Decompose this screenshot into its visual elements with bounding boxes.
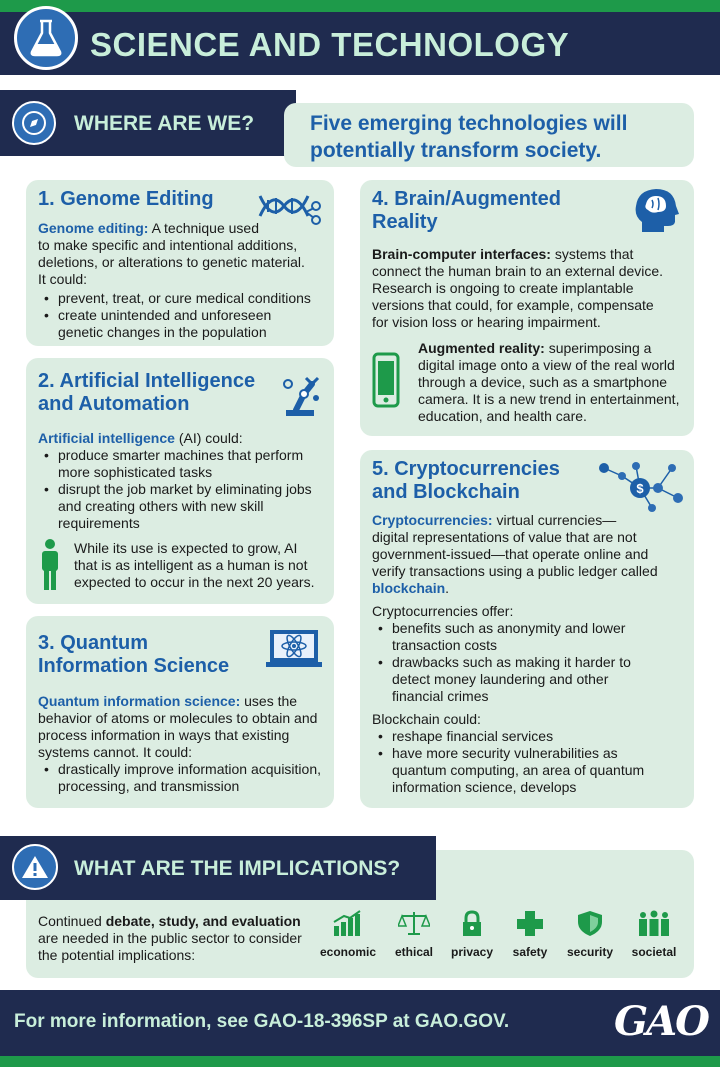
genome-body bbox=[38, 220, 330, 341]
gao-logo: GAO bbox=[613, 998, 708, 1045]
atom-laptop-icon bbox=[266, 628, 322, 670]
body-text: digital representations of value that are not bbox=[372, 529, 637, 545]
svg-text:$: $ bbox=[636, 481, 644, 496]
implication-privacy bbox=[440, 910, 504, 959]
card-title bbox=[372, 188, 561, 234]
ar-term: Augmented reality: bbox=[418, 340, 545, 356]
top-accent-bar bbox=[0, 0, 720, 12]
intro-text bbox=[310, 110, 627, 164]
shield-icon bbox=[574, 910, 606, 936]
card-title-line: 5. Cryptocurrencies bbox=[372, 458, 560, 480]
body-text: connect the human brain to an external device. bbox=[372, 263, 664, 279]
crypto-blockchain-card bbox=[360, 450, 694, 808]
body-text: to make specific and intentional additions, bbox=[38, 237, 298, 253]
list-item-text: more sophisticated tasks bbox=[58, 464, 213, 480]
list-item-text: disrupt the job market by eliminating jobs bbox=[58, 481, 312, 497]
robot-arm-icon bbox=[276, 374, 324, 418]
page-header bbox=[0, 12, 720, 75]
body-text: While its use is expected to grow, AI bbox=[74, 540, 298, 556]
ai-term: Artificial intelligence bbox=[38, 430, 175, 446]
body-text: through a device, such as a smartphone bbox=[418, 374, 668, 390]
where-are-we-tab bbox=[0, 90, 296, 156]
list-item-text: have more security vulnerabilities as bbox=[392, 745, 618, 761]
body-text: government-issued—that operate online and bbox=[372, 546, 649, 562]
body-text: camera. It is a new trend in entertainment, bbox=[418, 391, 680, 407]
head-brain-icon bbox=[632, 186, 682, 236]
quantum-term: Quantum information science: bbox=[38, 693, 241, 709]
body-text: behavior of atoms or molecules to obtain and bbox=[38, 710, 318, 726]
quantum-body bbox=[38, 693, 330, 795]
card-title-line: and Automation bbox=[38, 393, 190, 415]
body-text: expected to occur in the next 20 years. bbox=[74, 574, 315, 590]
quantum-card bbox=[26, 616, 334, 808]
card-title bbox=[372, 458, 560, 504]
list-item-text: and creating others with new skill bbox=[58, 498, 264, 514]
body-text: process information in ways that existing bbox=[38, 727, 290, 743]
body-text: systems cannot. It could: bbox=[38, 744, 193, 760]
implications-text bbox=[38, 913, 318, 964]
list-item: • reshape financial services bbox=[372, 728, 690, 745]
blockchain-network-icon bbox=[596, 458, 686, 516]
implication-label: security bbox=[566, 945, 614, 959]
implication-label: societal bbox=[631, 945, 677, 959]
list-item bbox=[38, 447, 330, 481]
implication-ethical bbox=[382, 910, 446, 959]
intro-line: potentially transform society. bbox=[310, 139, 602, 162]
crypto-body bbox=[372, 512, 690, 796]
ar-body bbox=[418, 340, 690, 425]
ai-note bbox=[74, 540, 330, 591]
warning-icon bbox=[12, 844, 58, 890]
genome-term: Genome editing: bbox=[38, 220, 149, 236]
ai-body bbox=[38, 430, 330, 532]
list-item bbox=[38, 481, 330, 532]
body-text: Cryptocurrencies offer: bbox=[372, 603, 514, 619]
list-item-text: financial crimes bbox=[392, 688, 489, 704]
lock-icon bbox=[456, 910, 488, 936]
page-footer bbox=[0, 990, 720, 1056]
flask-icon bbox=[14, 6, 78, 70]
list-item bbox=[38, 761, 330, 795]
list-item-text: drastically improve information acquisition, bbox=[58, 761, 321, 777]
body-text: the potential implications: bbox=[38, 947, 196, 963]
list-item-text: processing, and transmission bbox=[58, 778, 240, 794]
cross-icon bbox=[514, 910, 546, 936]
body-text: versions that could, for example, compensate bbox=[372, 297, 654, 313]
blockchain-term: blockchain bbox=[372, 580, 446, 596]
card-title-line: 4. Brain/Augmented bbox=[372, 188, 561, 210]
body-text: superimposing a bbox=[544, 340, 652, 356]
body-text: that is as intelligent as a human is not bbox=[74, 557, 308, 573]
list-item-text: transaction costs bbox=[392, 637, 498, 653]
body-text: deletions, or alterations to genetic material. bbox=[38, 254, 305, 270]
list-item-text: benefits such as anonymity and lower bbox=[392, 620, 626, 636]
list-item-text: create unintended and unforeseen bbox=[58, 307, 272, 323]
genome-editing-card bbox=[26, 180, 334, 346]
list-item-text: genetic changes in the population bbox=[58, 324, 267, 340]
ai-automation-card bbox=[26, 358, 334, 604]
list-item bbox=[372, 620, 690, 654]
implication-label: privacy bbox=[450, 945, 494, 959]
bci-term: Brain-computer interfaces: bbox=[372, 246, 551, 262]
implication-security bbox=[558, 910, 622, 959]
implications-tab bbox=[0, 836, 436, 900]
list-item bbox=[38, 307, 330, 341]
body-text: education, and health care. bbox=[418, 408, 587, 424]
person-icon bbox=[38, 538, 62, 590]
implications-label: WHAT ARE THE IMPLICATIONS? bbox=[74, 857, 401, 880]
body-text: Blockchain could: bbox=[372, 711, 481, 727]
body-text: virtual currencies— bbox=[492, 512, 617, 528]
bar-chart-icon bbox=[332, 910, 364, 936]
body-text: for vision loss or hearing impairment. bbox=[372, 314, 601, 330]
crypto-term: Cryptocurrencies: bbox=[372, 512, 493, 528]
body-text: systems that bbox=[550, 246, 634, 262]
implication-societal bbox=[622, 910, 686, 959]
list-item-text: information science, develops bbox=[392, 779, 577, 795]
list-item bbox=[372, 654, 690, 705]
compass-icon bbox=[12, 101, 56, 145]
list-item-text: produce smarter machines that perform bbox=[58, 447, 304, 463]
body-text: Continued bbox=[38, 913, 106, 929]
body-text: . bbox=[445, 580, 450, 596]
card-title-line: Information Science bbox=[38, 655, 230, 677]
body-text: It could: bbox=[38, 271, 88, 287]
implication-label: safety bbox=[512, 945, 548, 959]
body-text: A technique used bbox=[148, 220, 259, 236]
body-text: Research is ongoing to create implantable bbox=[372, 280, 634, 296]
card-title bbox=[38, 370, 255, 416]
card-title: 1. Genome Editing bbox=[38, 188, 214, 210]
implication-label: ethical bbox=[394, 945, 433, 959]
card-title-line: 3. Quantum bbox=[38, 632, 149, 654]
page-title: SCIENCE AND TECHNOLOGY bbox=[90, 26, 570, 63]
body-text: uses the bbox=[240, 693, 298, 709]
card-title bbox=[38, 632, 229, 678]
implication-label: economic bbox=[319, 945, 376, 959]
implication-economic bbox=[316, 910, 380, 959]
brain-ar-card bbox=[360, 180, 694, 436]
body-text: (AI) could: bbox=[174, 430, 243, 446]
list-item-text: drawbacks such as making it harder to bbox=[392, 654, 631, 670]
list-item-text: requirements bbox=[58, 515, 140, 531]
list-item-text: detect money laundering and other bbox=[392, 671, 609, 687]
card-title-line: and Blockchain bbox=[372, 481, 520, 503]
intro-line: Five emerging technologies will bbox=[310, 112, 628, 135]
list-item: • prevent, treat, or cure medical conditions bbox=[38, 290, 330, 307]
list-item-text: quantum computing, an area of quantum bbox=[392, 762, 645, 778]
body-text: are needed in the public sector to consider bbox=[38, 930, 302, 946]
body-text: verify transactions using a public ledger called bbox=[372, 563, 658, 579]
people-icon bbox=[637, 910, 671, 936]
bottom-accent-bar bbox=[0, 1056, 720, 1067]
card-title-line: 2. Artificial Intelligence bbox=[38, 370, 256, 392]
list-item bbox=[372, 745, 690, 796]
body-text-bold: debate, study, and evaluation bbox=[105, 913, 301, 929]
where-are-we-label: WHERE ARE WE? bbox=[74, 112, 255, 135]
brain-body bbox=[372, 246, 690, 331]
card-title-line: Reality bbox=[372, 211, 438, 233]
body-text: digital image onto a view of the real world bbox=[418, 357, 675, 373]
implication-safety bbox=[498, 910, 562, 959]
smartphone-icon bbox=[372, 352, 400, 408]
footer-text: For more information, see GAO-18-396SP at GAO.GOV. bbox=[14, 1011, 510, 1032]
scales-icon bbox=[398, 910, 430, 936]
